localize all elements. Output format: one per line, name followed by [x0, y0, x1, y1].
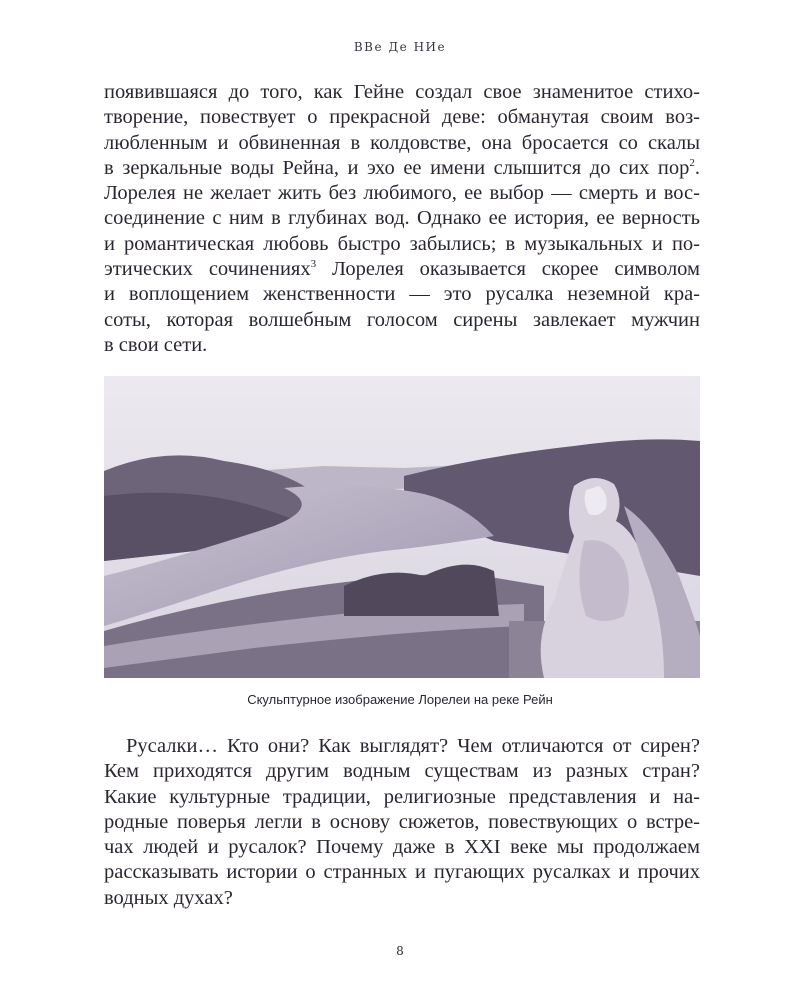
- text-line: в свои сети.: [104, 333, 208, 356]
- page-number: 8: [396, 944, 404, 958]
- text-line: появившаяся до того, как Гейне создал свое знаменитое стихо-: [104, 81, 700, 103]
- text-line: Лорелея не желает жить без любимого, ее выбор — смерть и вос-: [104, 182, 700, 205]
- lorelei-photo: [104, 376, 700, 678]
- text-line: и романтическая любовь быстро забылись; в музыкальных и по-: [104, 232, 700, 255]
- text-line: [104, 156, 700, 181]
- text-line: и воплощением женственности — это русалка неземной кра-: [104, 283, 700, 306]
- text-line: рассказывать истории о странных и пугающих русалках и прочих: [104, 861, 700, 884]
- text-line: чах людей и русалок? Почему даже в XXI веке мы продолжаем: [104, 836, 700, 859]
- text-line: Кем приходятся другим водным существам из разных стран?: [104, 760, 700, 783]
- rhine-landscape-illustration: [104, 376, 700, 678]
- footnote-ref-3: 3: [310, 258, 317, 271]
- body-paragraph-1: [104, 80, 700, 358]
- footnote-2-suffix: .: [694, 156, 700, 179]
- text-segment: этических сочинениях: [104, 258, 311, 281]
- text-segment: Лорелея оказывается скорее символом: [332, 258, 701, 281]
- footnote-ref-2: 2: [689, 157, 695, 170]
- text-line: Какие культурные традиции, религиозные представления и на-: [104, 785, 700, 808]
- body-paragraph-2: [104, 734, 700, 911]
- text-segment: в зеркальные воды Рейна, и эхо ее имени слышится до сих пор: [104, 156, 690, 179]
- text-line: [104, 257, 700, 282]
- text-line: водных духах?: [104, 886, 233, 909]
- text-line: соединение с ним в глубинах вод. Однако ее история, ее верность: [104, 207, 700, 230]
- text-line: творение, повествует о прекрасной деве: обманутая своим воз-: [104, 106, 700, 129]
- text-line: Русалки… Кто они? Как выглядят? Чем отличаются от сирен?: [126, 735, 700, 757]
- text-line: родные поверья легли в основу сюжетов, повествующих о встре-: [104, 810, 700, 833]
- text-line: любленным и обвиненная в колдовстве, она бросается со скалы: [104, 131, 700, 154]
- running-head: ВВе Де НИе: [353, 40, 447, 54]
- figure-caption: Скульптурное изображение Лорелеи на реке Рейн: [247, 692, 553, 707]
- text-line: соты, которая волшебным голосом сирены завлекает мужчин: [104, 308, 700, 331]
